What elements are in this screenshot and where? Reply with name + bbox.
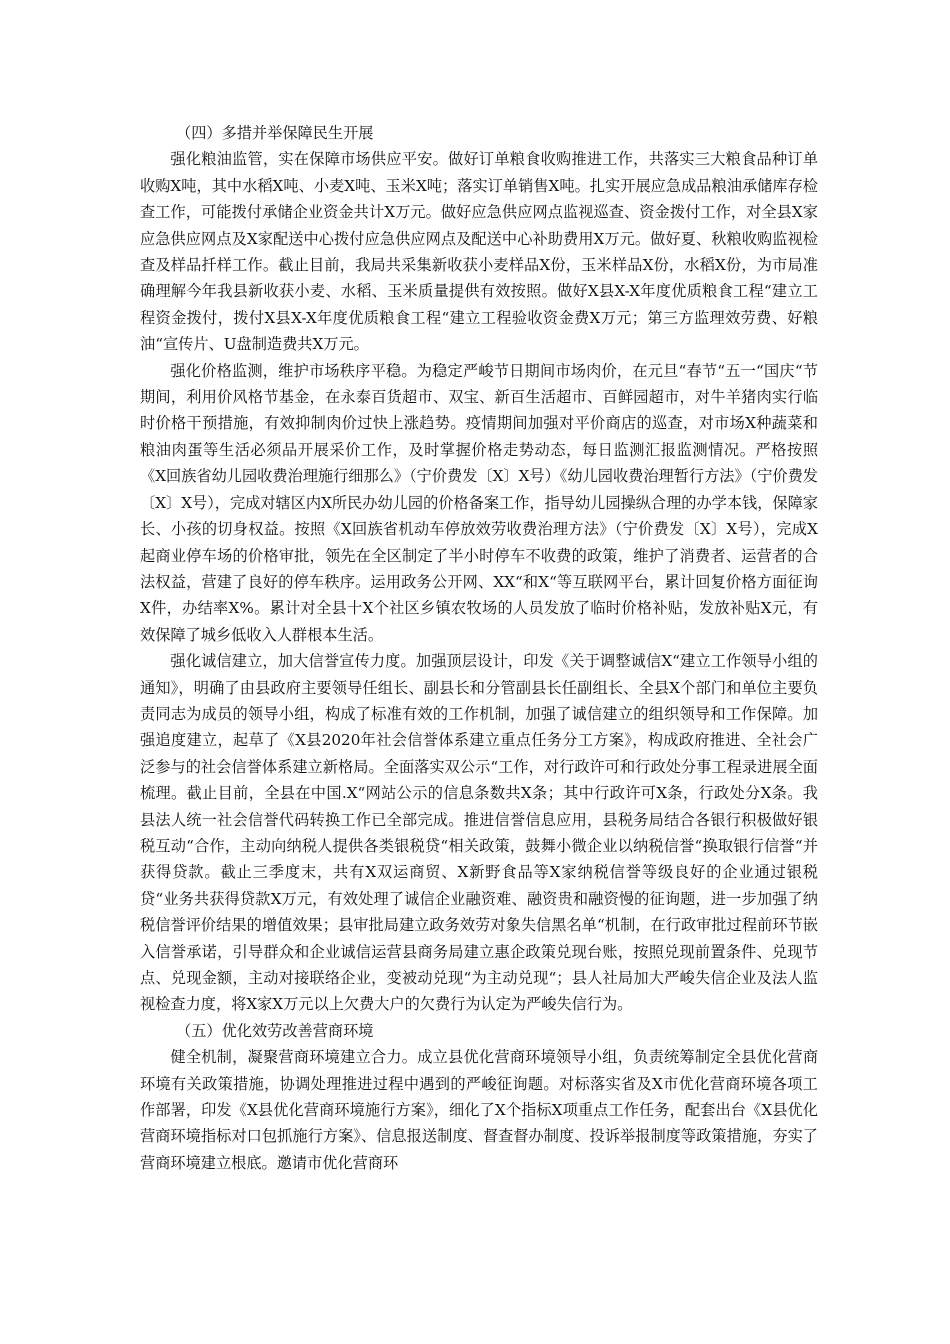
section-heading-5: （五）优化效劳改善营商环境 <box>176 1021 374 1040</box>
section-heading-4: （四）多措并举保障民生开展 <box>176 124 374 142</box>
paragraph-credit-building: 强化诚信建立，加大信誉宣传力度。加强顶层设计，印发《关于调整诚信X“建立工作领导小组的通知》，明确了由县政府主要领导任组长、副县长和分管副县长任副组长、全县X个部门和单位主要负责同志为成员的领导小组，构成了标准有效的工作机制，加强了诚信建立的组织领导和工作保障。加强追度建立，起草了《X县2020年社会信誉体系建立重点任务分工方案》，构成政府推进、全社会广泛参与的社会信誉体系建立新格局。全面落实双公示“工作，对行政许可和行政处分事工程录进展全面梳理。截止目前，全县在中国.X“网站公示的信息条数共X条；其中行政许可X条，行政处分X条。我县法人统一社会信誉代码转换工作已全部完成。推进信誉信息应用，县税务局结合各银行积极做好银税互动“合作，主动向纳税人提供各类银税贷“相关政策，鼓舞小微企业以纳税信誉“换取银行信誉“并获得贷款。截止三季度末，共有X双运商贸、X新野食品等X家纳税信誉等级良好的企业通过银税贷“业务共获得贷款X万元，有效处理了诚信企业融资难、融资贵和融资慢的征询题，进一步加强了纳税信誉评价结果的增值效果；县审批局建立政务效劳对象失信黑名单“机制，在行政审批过程前环节嵌入信誉承诺，引导群众和企业诚信运营县商务局建立惠企政策兑现台账，按照兑现前置条件、兑现节点、兑现金额，主动对接联络企业，变被动兑现“为主动兑现“；县人社局加大严峻失信企业及法人监视检查力度，将X家X万元以上欠费大户的欠费行为认定为严峻失信行为。 <box>140 652 818 1014</box>
paragraph-grain-oil-supervision: 强化粮油监管，实在保障市场供应平安。做好订单粮食收购推进工作，共落实三大粮食品种订单收购X吨，其中水稻X吨、小麦X吨、玉米X吨；落实订单销售X吨。扎实开展应急成品粮油承储库存检查工作，可能拨付承储企业资金共计X万元。做好应急供应网点监视巡查、资金拨付工作，对全县X家应急供应网点及X家配送中心拨付应急供应网点及配送中心补助费用X万元。做好夏、秋粮收购监视检查及样品扦样工作。截止目前，我局共采集新收获小麦样品X份，玉米样品X份，水稻X份，为市局准确理解今年我县新收获小麦、水稻、玉米质量提供有效按照。做好X县X-X年度优质粮食工程“建立工程资金拨付，拨付X县X-X年度优质粮食工程“建立工程验收资金费X万元；第三方监理效劳费、好粮油“宣传片、U盘制造费共X万元。 <box>140 150 818 354</box>
paragraph-business-environment: 健全机制，凝聚营商环境建立合力。成立县优化营商环境领导小组，负责统筹制定全县优化营商环境有关政策措施，协调处理推进过程中遇到的严峻征询题。对标落实省及X市优化营商环境各项工作部署，印发《X县优化营商环境施行方案》，细化了X个指标X项重点工作任务，配套出台《X县优化营商环境指标对口包抓施行方案》、信息报送制度、督查督办制度、投诉举报制度等政策措施，夯实了营商环境建立根底。邀请市优化营商环 <box>140 1048 818 1172</box>
paragraph-price-monitoring: 强化价格监测，维护市场秩序平稳。为稳定严峻节日期间市场肉价，在元旦“春节“五一“国庆“节期间，利用价风格节基金，在永泰百货超市、双宝、新百生活超市、百鲜园超市，对牛羊猪肉实行临时价格干预措施，有效抑制肉价过快上涨趋势。疫情期间加强对平价商店的巡查，对市场X种蔬菜和粮油肉蛋等生活必须品开展采价工作，及时掌握价格走势动态，每日监测汇报监测情况。严格按照《X回族省幼儿园收费治理施行细那么》（宁价费发〔X〕X号）《幼儿园收费治理暂行方法》（宁价费发〔X〕X号），完成对辖区内X所民办幼儿园的价格备案工作，指导幼儿园操纵合理的办学本钱，保障家长、小孩的切身权益。按照《X回族省机动车停放效劳收费治理方法》（宁价费发〔X〕X号），完成X起商业停车场的价格审批，领先在全区制定了半小时停车不收费的政策，维护了消费者、运营者的合法权益，营建了良好的停车秩序。运用政务公开网、XX“和X“等互联网平台，累计回复价格方面征询X件，办结率X%。累计对全县十X个社区乡镇农牧场的人员发放了临时价格补贴，发放补贴X元，有效保障了城乡低收入人群根本生活。 <box>140 361 818 644</box>
